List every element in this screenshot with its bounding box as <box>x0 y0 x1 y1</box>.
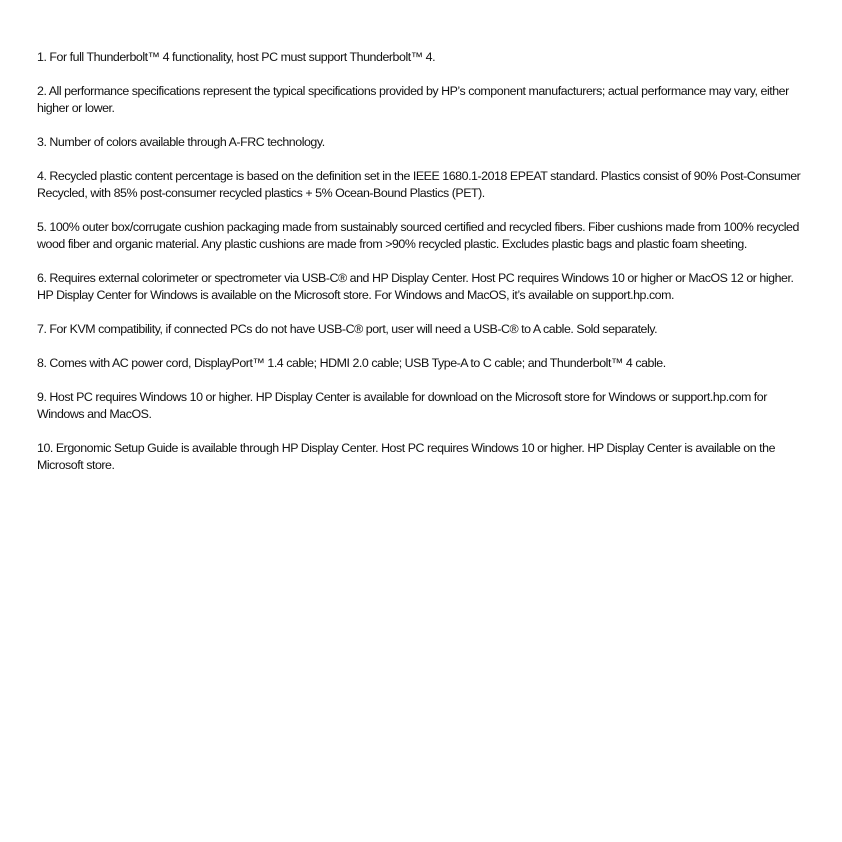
footnote-6: 6. Requires external colorimeter or spectrometer via USB-C® and HP Display Center. Host PC requires Windows 10 or higher or MacOS 12 or higher. HP Display Center for Windows is available on the Microsoft store. For Windows and MacOS, it’s available on support.hp.com. <box>37 271 794 302</box>
footnote-4: 4. Recycled plastic content percentage is based on the definition set in the IEEE 1680.1-2018 EPEAT standard. Plastics consist of 90% Post-Consumer Recycled, with 85% post-consumer recycled plastics + 5% Ocean-Bound Plastics (PET). <box>37 169 801 200</box>
footnote-9: 9. Host PC requires Windows 10 or higher. HP Display Center is available for download on the Microsoft store for Windows or support.hp.com for Windows and MacOS. <box>37 390 767 421</box>
footnote-3: 3. Number of colors available through A-FRC technology. <box>37 135 325 149</box>
footnotes-list <box>37 49 809 491</box>
footnote-7: 7. For KVM compatibility, if connected PCs do not have USB-C® port, user will need a USB-C® to A cable. Sold separately. <box>37 322 658 336</box>
footnote-8: 8. Comes with AC power cord, DisplayPort™ 1.4 cable; HDMI 2.0 cable; USB Type-A to C cable; and Thunderbolt™ 4 cable. <box>37 356 666 370</box>
footnote-10: 10. Ergonomic Setup Guide is available through HP Display Center. Host PC requires Windows 10 or higher. HP Display Center is available on the Microsoft store. <box>37 441 776 472</box>
footnote-2: 2. All performance specifications represent the typical specifications provided by HP’s component manufacturers; actual performance may vary, either higher or lower. <box>37 84 789 115</box>
footnote-1: 1. For full Thunderbolt™ 4 functionality, host PC must support Thunderbolt™ 4. <box>37 50 436 64</box>
footnote-5: 5. 100% outer box/corrugate cushion packaging made from sustainably sourced certified and recycled fibers. Fiber cushions made from 100% recycled wood fiber and organic material. Any plastic cushions are made from >90% recycled plastic. Excludes plastic bags and plastic foam sheeting. <box>37 220 799 251</box>
